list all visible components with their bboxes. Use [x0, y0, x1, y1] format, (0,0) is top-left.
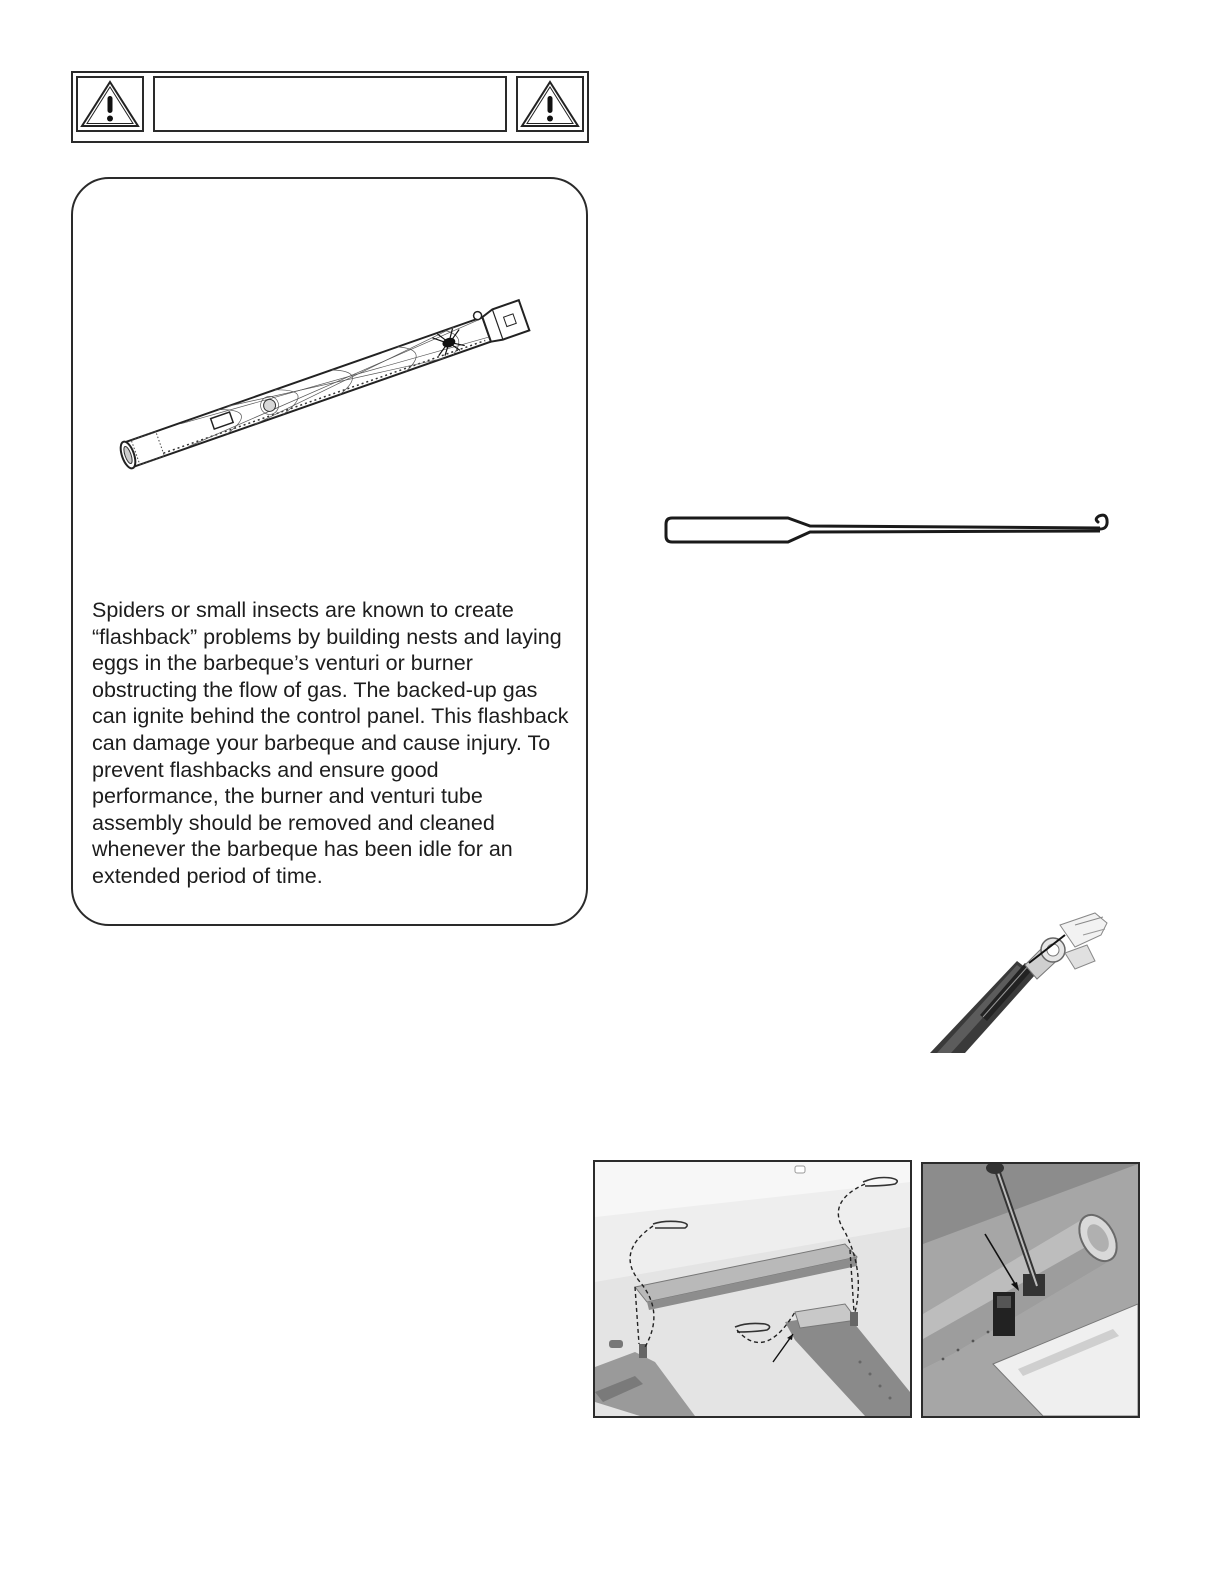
spider-warning-box [71, 177, 588, 926]
warning-triangle-icon [516, 76, 584, 132]
cleaning-hook-tool-illustration [660, 508, 1120, 548]
warning-banner [71, 71, 589, 143]
warning-banner-title [153, 76, 507, 132]
burner-pin-removal-figure [593, 1160, 912, 1418]
burner-tube-spider-web-illustration [113, 297, 543, 477]
venturi-tube-cleaning-illustration [925, 905, 1115, 1053]
warning-triangle-icon [76, 76, 144, 132]
burner-screw-removal-figure [921, 1162, 1140, 1418]
spider-warning-text: Spiders or small insects are known to create “flashback” problems by building nests and laying eggs in the barbeque’s venturi or burner obstructing the flow of gas. The backed-up gas can ignite behind the control panel. This flashback can damage your barbeque and cause injury. To prevent flashbacks and ensure good performance, the burner and venturi tube assembly should be removed and cleaned whenever the barbeque has been idle for an extended period of time. [92, 598, 569, 888]
